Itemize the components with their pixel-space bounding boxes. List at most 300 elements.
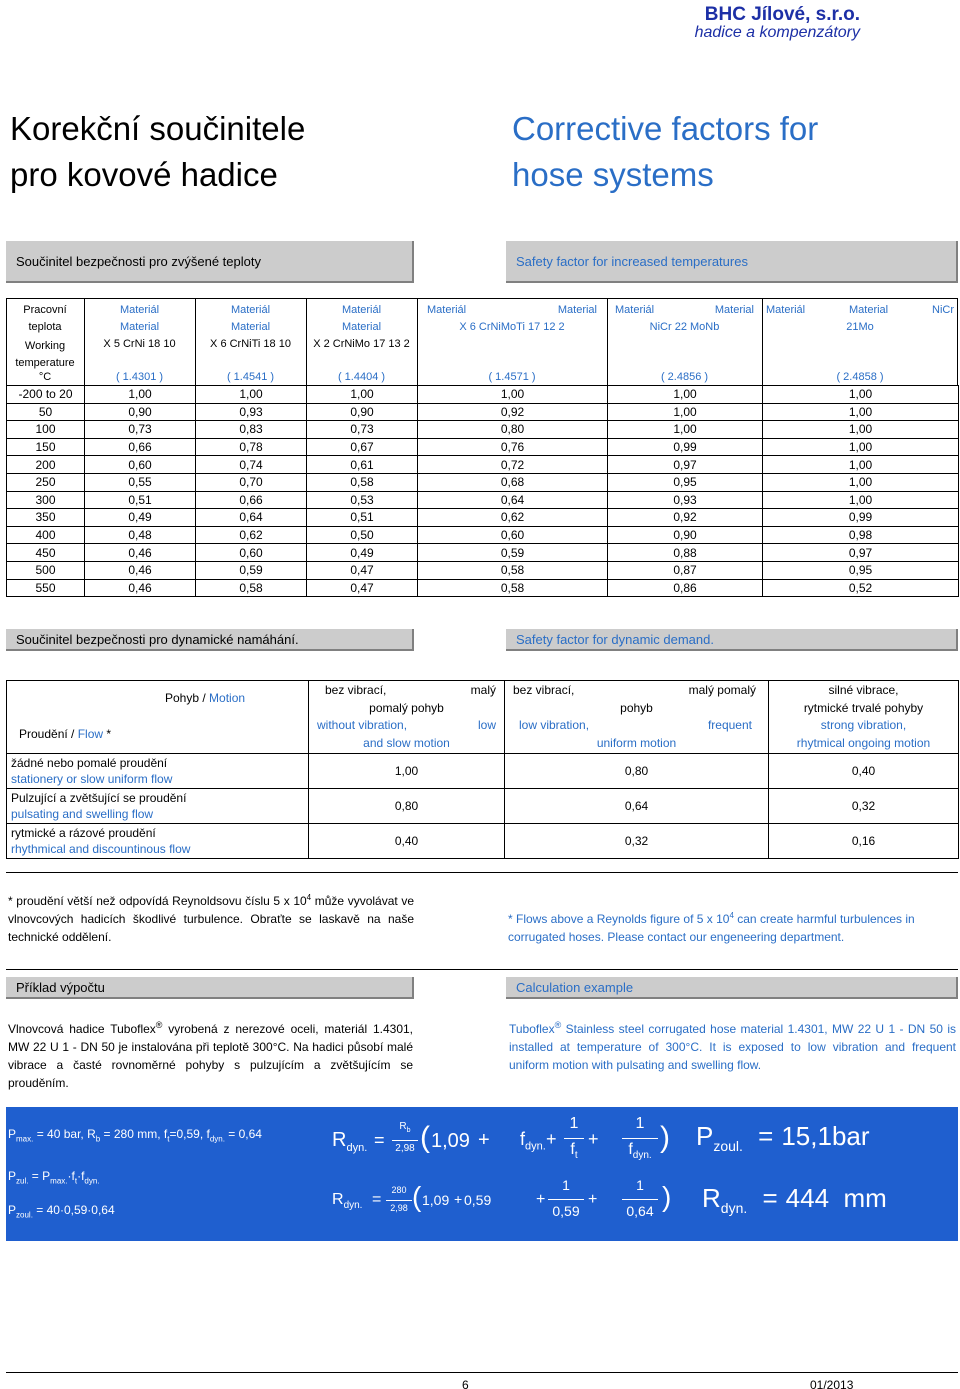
flow-value: 0,40 bbox=[769, 754, 959, 789]
factor-cell: 0,64 bbox=[196, 509, 307, 527]
f-r2-plus2: + bbox=[536, 1191, 546, 1208]
header-grid-line bbox=[6, 298, 7, 385]
flow-col-header-1 bbox=[309, 681, 505, 754]
factor-cell: 1,00 bbox=[763, 386, 959, 404]
title-en bbox=[512, 106, 818, 198]
factor-cell: 0,50 bbox=[307, 526, 418, 544]
table-row bbox=[7, 561, 959, 579]
flow-value: 0,16 bbox=[769, 824, 959, 859]
f-l2-sub4: dyn. bbox=[84, 1176, 100, 1186]
flow-row-en: stationery or slow uniform flow bbox=[11, 772, 173, 786]
flow-col2-en1b: frequent bbox=[707, 718, 752, 732]
f-r2-one-b: 1 bbox=[636, 1177, 644, 1193]
formula-pzoul bbox=[8, 1203, 115, 1219]
col0-label-1: Pracovní bbox=[23, 304, 67, 316]
factor-cell: 0,87 bbox=[608, 561, 763, 579]
table-row bbox=[7, 403, 959, 421]
f-r1-eq: = bbox=[374, 1130, 385, 1150]
factor-cell: 1,00 bbox=[608, 386, 763, 404]
flow-col1-en1b: low bbox=[477, 718, 496, 732]
factor-cell: 1,00 bbox=[85, 386, 196, 404]
f-r2-eq: = bbox=[372, 1191, 382, 1208]
factor-cell: 0,66 bbox=[85, 438, 196, 456]
section-bar-dynamic-cz bbox=[6, 629, 414, 651]
f-r1-f-sub: dyn. bbox=[525, 1140, 546, 1153]
company-name: BHC Jílové, s.r.o. bbox=[704, 4, 860, 25]
f-r2-d2: 0,64 bbox=[626, 1203, 654, 1219]
flow-col2-cz1a: bez vibrací, bbox=[513, 683, 575, 697]
f-l2-sub3: t bbox=[74, 1176, 78, 1186]
f-r1-ft bbox=[564, 1141, 584, 1161]
footer-date: 01/2013 bbox=[810, 1378, 854, 1389]
flow-col-header-2 bbox=[505, 681, 769, 754]
flow-col1-cz2: pomalý pohyb bbox=[369, 700, 444, 715]
f-r1-frac-bar-3 bbox=[622, 1138, 658, 1139]
res1-value: 15,1bar bbox=[781, 1121, 870, 1151]
f-l2-d: ·f bbox=[77, 1169, 85, 1183]
col6-label-2: 21Mo bbox=[846, 321, 874, 333]
flow-value: 0,32 bbox=[769, 789, 959, 824]
section-title-temperature-cz: Součinitel bezpečnosti pro zvýšené teploty bbox=[16, 253, 261, 269]
col1-label-2: Material bbox=[119, 321, 160, 333]
motion-label bbox=[165, 691, 245, 705]
header-grid-line bbox=[306, 298, 307, 385]
note-en-b: can create harmful turbulences in corrugated hoses. Please contact our engeneering department. bbox=[508, 912, 915, 944]
col0-header bbox=[6, 302, 84, 372]
factor-cell: 0,51 bbox=[85, 491, 196, 509]
factor-cell: 0,95 bbox=[763, 561, 959, 579]
factor-cell: 0,46 bbox=[85, 561, 196, 579]
col6-code: ( 2.4858 ) bbox=[836, 371, 884, 383]
factor-cell: 0,66 bbox=[196, 491, 307, 509]
f-r1-paren-open: ( bbox=[420, 1121, 430, 1154]
factor-cell: 0,60 bbox=[85, 456, 196, 474]
factor-cell: 0,55 bbox=[85, 473, 196, 491]
motion-label-cz: Pohyb / bbox=[165, 691, 210, 705]
col3-header bbox=[306, 302, 417, 353]
factor-cell: 0,93 bbox=[608, 491, 763, 509]
f-l3: P bbox=[8, 1203, 17, 1217]
res2-sub: dyn. bbox=[720, 1200, 748, 1217]
section-bar-temperature-en bbox=[506, 241, 958, 283]
f-r2-one-a: 1 bbox=[562, 1177, 570, 1193]
note-box bbox=[6, 872, 958, 970]
flow-header-corner bbox=[7, 681, 309, 754]
factor-cell: 0,62 bbox=[418, 509, 608, 527]
f-l2: P bbox=[8, 1169, 17, 1183]
factor-cell: 0,62 bbox=[196, 526, 307, 544]
example-cz bbox=[8, 1016, 413, 1092]
col2-code: ( 1.4541 ) bbox=[226, 371, 275, 383]
col5-label-1a: Materiál bbox=[615, 304, 655, 316]
col3-label-3: X 2 CrNiMo 17 13 2 bbox=[313, 338, 410, 350]
note-cz-b: může vyvolávat ve vlnovcových hadicích škodlivé turbulence. Obraťte se laskavě na naše technické oddělení. bbox=[8, 894, 414, 944]
flow-col1-cz1a: bez vibrací, bbox=[325, 683, 387, 697]
factor-cell: 0,92 bbox=[608, 509, 763, 527]
temperature-cell: 300 bbox=[7, 491, 85, 509]
footer-rule bbox=[6, 1372, 958, 1373]
title-cz-line1: Korekční součinitele bbox=[10, 110, 306, 147]
header-grid-line bbox=[195, 298, 196, 385]
col4-code: ( 1.4571 ) bbox=[488, 371, 536, 383]
flow-label-star: * bbox=[103, 727, 112, 741]
example-en bbox=[509, 1016, 956, 1074]
factor-cell: 0,59 bbox=[196, 561, 307, 579]
flow-col3-cz1: silné vibrace, bbox=[828, 683, 899, 697]
res1-eq: = bbox=[758, 1121, 774, 1151]
flow-row-cz: rytmické a rázové proudění bbox=[11, 826, 156, 840]
flow-table bbox=[6, 680, 959, 859]
temperature-cell: 200 bbox=[7, 456, 85, 474]
factor-cell: 0,52 bbox=[763, 579, 959, 597]
col6-label-1 bbox=[762, 302, 958, 319]
f-r1-symbol: R bbox=[332, 1129, 347, 1151]
col1-label-3: X 5 CrNi 18 10 bbox=[103, 338, 176, 350]
section-title-example-en: Calculation example bbox=[516, 979, 634, 995]
header-grid-line bbox=[6, 298, 958, 299]
example-cz-reg: ® bbox=[155, 1020, 163, 1030]
temperature-cell: -200 to 20 bbox=[7, 386, 85, 404]
factor-cell: 0,58 bbox=[418, 579, 608, 597]
factor-cell: 0,97 bbox=[608, 456, 763, 474]
f-l1-sub: max. bbox=[16, 1134, 34, 1144]
title-cz-line2: pro kovové hadice bbox=[10, 156, 278, 193]
f-r2-plus1: + bbox=[454, 1191, 463, 1207]
f-l3-b: = 40·0,59·0,64 bbox=[32, 1203, 115, 1217]
section-title-dynamic-cz: Součinitel bezpečnosti pro dynamické namáhání. bbox=[16, 631, 299, 647]
example-en-reg: ® bbox=[554, 1020, 562, 1030]
flow-label-en: Flow bbox=[77, 727, 104, 741]
temperature-cell: 50 bbox=[7, 403, 85, 421]
flow-table-header-row bbox=[7, 681, 959, 754]
flow-value: 0,64 bbox=[505, 789, 769, 824]
header-grid-line bbox=[957, 298, 958, 385]
f-r1-one-b: 1 bbox=[635, 1115, 645, 1132]
col4-label-1b: Material bbox=[557, 304, 597, 316]
factor-cell: 0,90 bbox=[608, 526, 763, 544]
formula-given bbox=[8, 1127, 262, 1143]
f-r1-fdyn bbox=[520, 1129, 546, 1153]
f-l1: P bbox=[8, 1127, 17, 1141]
factor-cell: 0,46 bbox=[85, 579, 196, 597]
section-bar-example-en bbox=[506, 977, 958, 999]
f-r2-b: 0,59 bbox=[464, 1192, 492, 1208]
flow-col3-en2: rhytmical ongoing motion bbox=[796, 735, 931, 750]
col4-label-1a: Materiál bbox=[427, 304, 467, 316]
factor-cell: 0,59 bbox=[418, 544, 608, 562]
f-r2: $R_{dyn.}$ bbox=[332, 1191, 363, 1212]
col1-header bbox=[84, 302, 195, 353]
flow-row bbox=[7, 824, 959, 859]
f-r2-frac-bar-2 bbox=[548, 1199, 584, 1200]
factor-cell: 0,49 bbox=[85, 509, 196, 527]
factor-cell: 0,73 bbox=[307, 421, 418, 439]
flow-value: 0,80 bbox=[505, 754, 769, 789]
f-r1-paren-close: ) bbox=[660, 1121, 670, 1154]
table-row bbox=[7, 544, 959, 562]
note-en-sup: 4 bbox=[729, 911, 734, 920]
col6-label-1b: Material bbox=[849, 304, 889, 316]
factor-cell: 0,58 bbox=[196, 579, 307, 597]
flow-label bbox=[19, 727, 111, 741]
f-r2-a: 1,09 bbox=[422, 1192, 450, 1208]
f-r1-fd-sub: dyn. bbox=[632, 1150, 652, 1162]
f-l1-b: = 40 bar, R bbox=[33, 1127, 96, 1141]
table-row bbox=[7, 438, 959, 456]
col2-label-1: Materiál bbox=[230, 304, 271, 316]
factor-cell: 0,68 bbox=[418, 473, 608, 491]
header-grid-line bbox=[607, 298, 608, 385]
factor-cell: 0,90 bbox=[85, 403, 196, 421]
f-r1-frac-num-sub: b bbox=[406, 1127, 411, 1134]
header-grid-line bbox=[417, 298, 418, 385]
motion-label-en: Motion bbox=[209, 691, 246, 705]
section-bar-temperature-cz bbox=[6, 241, 414, 283]
flow-col1-cz1b: malý bbox=[470, 683, 496, 697]
col0-label-3: Working bbox=[24, 340, 66, 352]
example-en-b: Stainless steel corrugated hose material 1.4301, MW 22 U 1 - DN 50 is installed at temperature of 300°C. It is exposed to low vibration and frequent uniform motion with pulsating and swelling flow. bbox=[509, 1022, 956, 1072]
factor-cell: 1,00 bbox=[608, 403, 763, 421]
f-r2-frac-den: 2,98 bbox=[390, 1203, 408, 1213]
flow-col1-en1a: without vibration, bbox=[317, 718, 408, 732]
flow-row-en: pulsating and swelling flow bbox=[11, 807, 154, 821]
note-cz bbox=[8, 889, 414, 946]
f-r2-paren-open: ( bbox=[412, 1181, 422, 1212]
flow-value: 0,40 bbox=[309, 824, 505, 859]
factor-cell: 0,86 bbox=[608, 579, 763, 597]
factor-cell: 1,00 bbox=[307, 386, 418, 404]
table-row bbox=[7, 526, 959, 544]
factor-cell: 0,98 bbox=[763, 526, 959, 544]
factor-cell: 0,83 bbox=[196, 421, 307, 439]
temp-table-body bbox=[7, 386, 959, 597]
col5-label-2: NiCr 22 MoNb bbox=[649, 321, 720, 333]
factor-cell: 0,80 bbox=[418, 421, 608, 439]
f-l1-sub2: b bbox=[95, 1134, 101, 1144]
col4-label-1 bbox=[417, 302, 607, 319]
flow-col1-en1 bbox=[313, 717, 500, 735]
res1-symbol: P bbox=[696, 1121, 714, 1151]
table-row bbox=[7, 386, 959, 404]
flow-label-cz: Proudění / bbox=[19, 727, 78, 741]
flow-row bbox=[7, 754, 959, 789]
table-row bbox=[7, 579, 959, 597]
col3-code: ( 1.4404 ) bbox=[337, 371, 386, 383]
factor-cell: 1,00 bbox=[763, 473, 959, 491]
f-l1-e: = 0,64 bbox=[224, 1127, 262, 1141]
f-r1-fd bbox=[622, 1141, 658, 1161]
factor-cell: 0,51 bbox=[307, 509, 418, 527]
table-row bbox=[7, 509, 959, 527]
flow-col3-en1: strong vibration, bbox=[820, 718, 907, 732]
flow-row-label bbox=[7, 754, 309, 789]
f-l1-d: =0,59, f bbox=[169, 1127, 210, 1141]
table-row bbox=[7, 456, 959, 474]
factor-cell: 1,00 bbox=[763, 403, 959, 421]
formula-rdyn-symbolic bbox=[332, 1115, 692, 1169]
f-r1-fd-symbol: f bbox=[628, 1141, 633, 1158]
factor-cell: 0,99 bbox=[608, 438, 763, 456]
factor-cell: 1,00 bbox=[418, 386, 608, 404]
f-r1-frac-den: 2,98 bbox=[395, 1143, 415, 1154]
factor-cell: 0,53 bbox=[307, 491, 418, 509]
col0-label-2: teplota bbox=[28, 321, 62, 333]
table-row bbox=[7, 421, 959, 439]
flow-row-cz: žádné nebo pomalé proudění bbox=[11, 756, 168, 770]
formula-box bbox=[6, 1107, 958, 1241]
col2-label-3: X 6 CrNiTi 18 10 bbox=[210, 338, 291, 350]
flow-col2-cz1b: malý pomalý bbox=[688, 683, 756, 697]
col5-code: ( 2.4856 ) bbox=[660, 371, 709, 383]
header-grid-line bbox=[762, 298, 763, 385]
flow-value: 0,32 bbox=[505, 824, 769, 859]
f-r1 bbox=[332, 1129, 367, 1154]
f-l2-sub: zul. bbox=[16, 1176, 29, 1186]
factor-cell: 0,47 bbox=[307, 561, 418, 579]
factor-cell: 0,64 bbox=[418, 491, 608, 509]
flow-col1-cz1 bbox=[313, 682, 500, 700]
factor-cell: 0,49 bbox=[307, 544, 418, 562]
factor-cell: 0,60 bbox=[196, 544, 307, 562]
temperature-cell: 450 bbox=[7, 544, 85, 562]
title-en-line2: hose systems bbox=[512, 156, 714, 193]
f-r2-plus3: + bbox=[588, 1191, 598, 1208]
factor-cell: 0,76 bbox=[418, 438, 608, 456]
col5-header bbox=[607, 302, 762, 336]
factor-cell: 1,00 bbox=[608, 421, 763, 439]
factor-cell: 1,00 bbox=[763, 421, 959, 439]
col4-header bbox=[417, 302, 607, 336]
factor-cell: 0,58 bbox=[307, 473, 418, 491]
f-r1-f-symbol: f bbox=[520, 1129, 526, 1149]
factor-cell: 0,60 bbox=[418, 526, 608, 544]
factor-cell: 0,93 bbox=[196, 403, 307, 421]
factor-cell: 0,78 bbox=[196, 438, 307, 456]
section-bar-example-cz bbox=[6, 977, 414, 999]
temperature-cell: 150 bbox=[7, 438, 85, 456]
note-en-a: * Flows above a Reynolds figure of 5 x 10 bbox=[508, 912, 730, 926]
example-cz-a: Vlnovcová hadice Tuboflex bbox=[8, 1022, 156, 1036]
f-r1-paren-val: 1,09 bbox=[431, 1130, 470, 1152]
f-r2-frac-bar bbox=[386, 1200, 412, 1201]
temperature-cell: 350 bbox=[7, 509, 85, 527]
col1-code: ( 1.4301 ) bbox=[115, 371, 164, 383]
flow-col-header-3 bbox=[769, 681, 959, 754]
factor-cell: 0,72 bbox=[418, 456, 608, 474]
f-l1-sub4: dyn. bbox=[209, 1134, 225, 1144]
flow-row-en: rhythmical and discountinous flow bbox=[11, 842, 191, 856]
f-r1-plus3: + bbox=[588, 1129, 599, 1149]
f-r1-ft-sub: t bbox=[574, 1150, 578, 1162]
company-tagline: hadice a kompenzátory bbox=[694, 24, 860, 41]
note-en bbox=[508, 907, 958, 946]
temperature-cell: 400 bbox=[7, 526, 85, 544]
col0-unit: °C bbox=[38, 371, 52, 383]
formula-pzul bbox=[8, 1169, 100, 1185]
flow-col2-cz1 bbox=[509, 682, 764, 700]
temp-table bbox=[6, 385, 959, 597]
col1-label-1: Materiál bbox=[119, 304, 160, 316]
section-title-temperature-en: Safety factor for increased temperatures bbox=[516, 253, 748, 269]
f-r1-plus1: + bbox=[478, 1129, 490, 1151]
title-en-line1: Corrective factors for bbox=[512, 110, 819, 147]
factor-cell: 0,95 bbox=[608, 473, 763, 491]
flow-col2-cz2: pohyb bbox=[620, 700, 653, 715]
f-l2-b: = P bbox=[28, 1169, 51, 1183]
note-cz-sup: 4 bbox=[306, 893, 312, 902]
f-r1-frac-bar bbox=[392, 1140, 418, 1141]
note-cz-a: * proudění větší než odpovídá Reynoldsovu číslu 5 x 10 bbox=[8, 894, 307, 908]
flow-row-cz: Pulzující a zvětšující se proudění bbox=[11, 791, 187, 805]
res2-symbol: R bbox=[702, 1183, 721, 1213]
f-r2-frac-num: 280 bbox=[391, 1185, 407, 1195]
factor-cell: 0,99 bbox=[763, 509, 959, 527]
f-r2-frac-bar-3 bbox=[622, 1199, 658, 1200]
temperature-cell: 250 bbox=[7, 473, 85, 491]
col2-label-2: Material bbox=[230, 321, 271, 333]
flow-col2-en2: uniform motion bbox=[596, 735, 677, 750]
example-en-a: Tuboflex bbox=[509, 1022, 555, 1036]
flow-col3-cz2: rytmické trvalé pohyby bbox=[803, 700, 924, 715]
page-number: 6 bbox=[462, 1378, 469, 1389]
flow-value: 1,00 bbox=[309, 754, 505, 789]
col4-label-2: X 6 CrNiMoTi 17 12 2 bbox=[459, 321, 565, 333]
factor-cell: 0,70 bbox=[196, 473, 307, 491]
f-l3-sub: zoul. bbox=[16, 1210, 33, 1220]
f-r1-frac-bar-2 bbox=[564, 1138, 584, 1139]
header-grid-line bbox=[84, 298, 85, 385]
factor-cell: 0,74 bbox=[196, 456, 307, 474]
factor-cell: 0,58 bbox=[418, 561, 608, 579]
factor-cell: 1,00 bbox=[763, 491, 959, 509]
flow-row bbox=[7, 789, 959, 824]
section-title-dynamic-en: Safety factor for dynamic demand. bbox=[516, 631, 714, 647]
result-pzoul bbox=[696, 1121, 870, 1154]
result-rdyn bbox=[702, 1183, 887, 1216]
f-r2-d1: 0,59 bbox=[552, 1203, 580, 1219]
col6-header bbox=[762, 302, 958, 336]
factor-cell: 0,48 bbox=[85, 526, 196, 544]
factor-cell: 0,61 bbox=[307, 456, 418, 474]
section-title-example-cz: Příklad výpočtu bbox=[16, 979, 105, 995]
temperature-cell: 550 bbox=[7, 579, 85, 597]
col3-label-2: Material bbox=[341, 321, 382, 333]
table-row bbox=[7, 491, 959, 509]
factor-cell: 0,73 bbox=[85, 421, 196, 439]
f-r1-frac-num bbox=[392, 1121, 418, 1134]
f-l1-c: = 280 mm, f bbox=[100, 1127, 168, 1141]
col6-label-1c: NiCr bbox=[932, 304, 954, 316]
section-bar-dynamic-en bbox=[506, 629, 958, 651]
example-cz-b: vyrobená z nerezové oceli, materiál 1.4301, MW 22 U 1 - DN 50 je instalována při teplotě 300°C. Na hadici působí malé vibrace a časté rovnoměrné pohyby s pulzujícím a zvětšujícím se prouděním. bbox=[8, 1022, 413, 1090]
f-l2-c: ·f bbox=[67, 1169, 75, 1183]
f-r1-sub: dyn. bbox=[346, 1142, 368, 1154]
res2-value: 444 mm bbox=[785, 1183, 887, 1213]
flow-col2-en1a: low vibration, bbox=[519, 718, 590, 732]
f-r1-one-a: 1 bbox=[569, 1115, 579, 1132]
f-r1-ft-symbol: f bbox=[570, 1141, 575, 1158]
factor-cell: 0,88 bbox=[608, 544, 763, 562]
col2-header bbox=[195, 302, 306, 353]
factor-cell: 0,47 bbox=[307, 579, 418, 597]
flow-value: 0,80 bbox=[309, 789, 505, 824]
factor-cell: 1,00 bbox=[196, 386, 307, 404]
f-r1-frac-num-symbol: R bbox=[399, 1121, 407, 1132]
f-l2-sub2: max. bbox=[50, 1176, 68, 1186]
flow-row-label bbox=[7, 824, 309, 859]
formula-rdyn-numeric bbox=[332, 1177, 692, 1231]
factor-cell: 0,67 bbox=[307, 438, 418, 456]
